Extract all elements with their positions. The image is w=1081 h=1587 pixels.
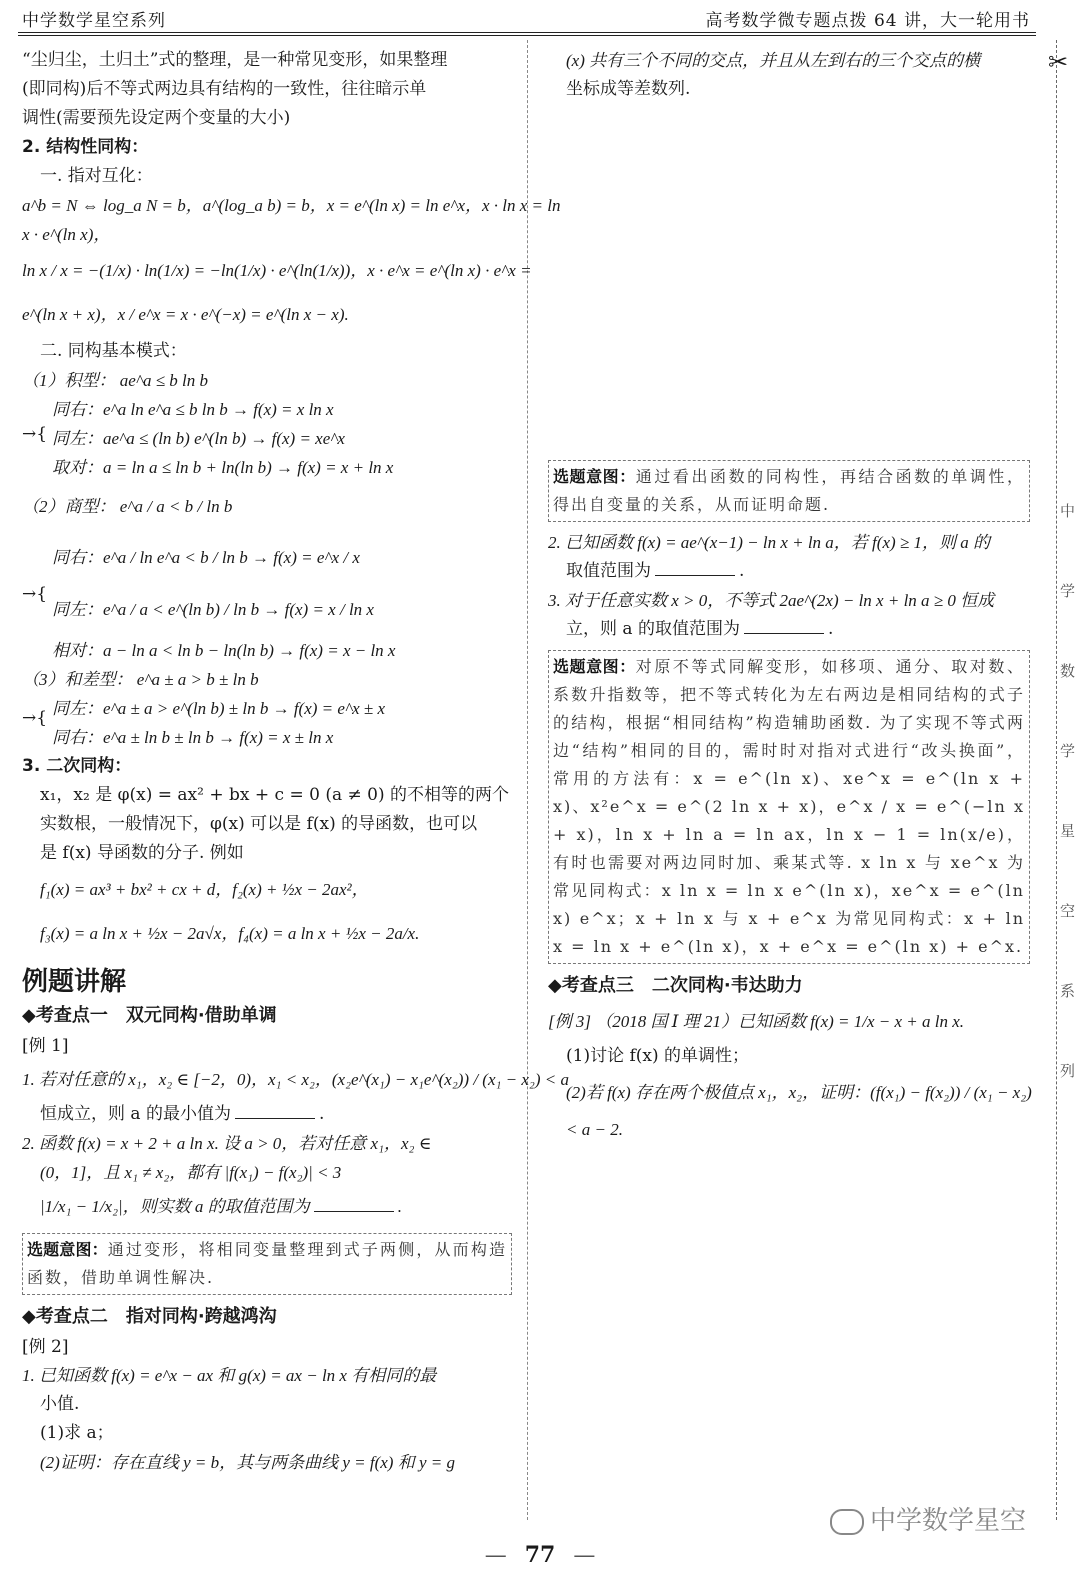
answer-blank[interactable] xyxy=(655,557,735,576)
side-label-char: 系 xyxy=(1060,982,1076,1000)
answer-blank[interactable] xyxy=(314,1193,394,1212)
model-3-item: 同右：e^a ± ln b ± ln b → f(x) = x ± ln x xyxy=(52,728,334,747)
header-series-title: 中学数学星空系列 xyxy=(22,11,166,31)
key-point-3: ◆考查点三 二次同构·韦达助力 xyxy=(548,975,803,996)
question-3-1: (1)讨论 f(x) 的单调性； xyxy=(566,1046,750,1066)
section-2-sub2: 二. 同构基本模式： xyxy=(40,341,187,361)
question-2-2: 2. 已知函数 f(x) = ae^(x−1) − ln x + ln a，若 f(x) ≥ 1，则 a 的 xyxy=(548,533,990,552)
section-2-title: 2. 结构性同构： xyxy=(22,137,149,157)
model-3-group xyxy=(22,694,512,752)
side-label-char: 学 xyxy=(1060,742,1076,760)
page-number: — 77 — xyxy=(484,1542,596,1568)
question-2-1: 1. 已知函数 f(x) = e^x − ax 和 g(x) = ax − ln x 有相同的最 xyxy=(22,1366,437,1385)
question-2-1-cont: (x) 共有三个不同的交点，并且从左到右的三个交点的横 xyxy=(566,51,981,70)
question-2-2b: 取值范围为 . xyxy=(548,557,1030,586)
left-column xyxy=(22,46,569,1477)
header-rule xyxy=(18,32,1036,33)
side-label-char: 星 xyxy=(1060,822,1076,840)
model-2-item: 同左：e^a / a < e^(ln b) / ln b → f(x) = x / ln x xyxy=(52,600,374,619)
question-2-1b: 小值. xyxy=(40,1394,80,1414)
selection-intent-2 xyxy=(548,460,1030,522)
arrow-icon: →{ xyxy=(22,708,48,728)
question-2-2b-text: 取值范围为 xyxy=(566,561,651,581)
intent-tag: 选题意图： xyxy=(553,467,636,486)
intent-text: 对原不等式同解变形，如移项、通分、取对数、系数升指数等，把不等式转化为左右两边是相同结构的式子的结构，根据“相同结构”构造辅助函数. 为了实现不等式两边“结构”相同的目的，需时时对指对式进行“改头换面”，常用的方法有：x = e^(ln x)、xe^x = e^(ln x + x)、x²e^x = e^(2 ln x + x)，e^x / x = e^(−ln x + x)，ln x + ln a = ln ax，ln x − 1 = ln(x/e)，有时也需要对两边同时加、乘某式等. x ln x 与 xe^x 为常见同构式：x ln x = ln x e^(ln x)，xe^x = e^(ln x) e^x；x + ln x 与 x + e^x 为常见同构式：x + ln x = ln x + e^(ln x)，x + e^x = e^(ln x) + e^x. xyxy=(553,657,1025,956)
page-number-value: 77 xyxy=(524,1542,556,1568)
wechat-icon xyxy=(830,1509,864,1535)
right-column xyxy=(548,46,1030,1144)
intent-text: 通过看出函数的同构性，再结合函数的单调性，得出自变量的关系，从而证明命题. xyxy=(553,467,1025,514)
intro-line-2: (即同构)后不等式两边具有结构的一致性，往往暗示单 xyxy=(22,79,427,99)
key-point-1: ◆考查点一 双元同构·借助单调 xyxy=(22,1005,277,1026)
answer-space xyxy=(548,104,1030,454)
example-3-label: [例 3] xyxy=(548,1012,591,1031)
model-1-item: 同左：ae^a ≤ (ln b) e^(ln b) → f(x) = xe^x xyxy=(52,429,345,448)
intent-tag: 选题意图： xyxy=(27,1240,108,1259)
question-1-2: 2. 函数 f(x) = x + 2 + a ln x. 设 a > 0，若对任意 x₁，x₂ ∈ xyxy=(22,1134,432,1153)
example-1-label: [例 1] xyxy=(22,1036,69,1056)
section-3-title: 3. 二次同构： xyxy=(22,756,132,776)
selection-intent-3 xyxy=(548,650,1030,964)
header-rule-thin xyxy=(18,35,1036,36)
question-2-1c: (1)求 a； xyxy=(40,1423,114,1443)
section-3-formula-1: f₁(x) = ax³ + bx² + cx + d，f₂(x) + ½x − 2ax²， xyxy=(40,880,369,899)
answer-blank[interactable] xyxy=(235,1100,315,1119)
question-2-1d: (2)证明：存在直线 y = b，其与两条曲线 y = f(x) 和 y = g xyxy=(40,1453,455,1472)
formula-exp-log-2: ln x / x = −(1/x) · ln(1/x) = −ln(1/x) · e^(ln(1/x))，x · e^x = e^(ln x) · e^x = xyxy=(22,261,532,280)
side-label-char: 学 xyxy=(1060,582,1076,600)
intro-line-3: 调性(需要预先设定两个变量的大小) xyxy=(22,108,291,128)
example-2-label: [例 2] xyxy=(22,1337,69,1357)
model-2-item: 相对：a − ln a < ln b − ln(ln b) → f(x) = x − ln x xyxy=(52,641,396,660)
selection-intent-1 xyxy=(22,1233,512,1295)
question-2-3: 3. 对于任意实数 x > 0，不等式 2ae^(2x) − ln x + ln a ≥ 0 恒成 xyxy=(548,591,995,610)
watermark xyxy=(830,1500,1026,1537)
question-1-2c: |1/x₁ − 1/x₂|，则实数 a 的取值范围为 . xyxy=(22,1187,512,1227)
formula-exp-log-1: a^b = N ⇔ log_a N = b，a^(log_a b) = b，x = e^(ln x) = ln e^x，x · ln x = ln xyxy=(22,196,561,215)
example-3-question: （2018 国 Ⅰ 理 21）已知函数 f(x) = 1/x − x + a ln x. xyxy=(595,1012,965,1031)
model-1-item: 同右：e^a ln e^a ≤ b ln b → f(x) = x ln x xyxy=(52,400,334,419)
side-label-char: 列 xyxy=(1060,1062,1076,1080)
question-3-2b: < a − 2. xyxy=(566,1120,623,1139)
model-1-title: （1）积型： ae^a ≤ b ln b xyxy=(22,371,209,390)
side-label-char: 空 xyxy=(1060,902,1076,920)
question-3-2: (2)若 f(x) 存在两个极值点 x₁，x₂，证明：(f(x₁) − f(x₂)) / (x₁ − x₂) xyxy=(566,1083,1032,1102)
section-3-text: x₁，x₂ 是 φ(x) = ax² + bx + c = 0 (a ≠ 0) 的不相等的两个 xyxy=(40,785,509,805)
intent-tag: 选题意图： xyxy=(553,657,636,676)
model-3-title: （3）和差型： e^a ± a > b ± ln b xyxy=(22,670,259,689)
scissors-icon: ✂ xyxy=(1048,48,1069,76)
arrow-icon: →{ xyxy=(22,424,48,444)
question-2-3b-text: 立，则 a 的取值范围为 xyxy=(566,619,740,639)
question-1-2c-text: |1/x₁ − 1/x₂|，则实数 a 的取值范围为 xyxy=(40,1197,310,1216)
side-label-char: 中 xyxy=(1060,502,1076,520)
question-1-1b-text: 恒成立，则 a 的最小值为 xyxy=(40,1104,231,1124)
model-1-group xyxy=(22,395,512,482)
arrow-icon: →{ xyxy=(22,584,48,604)
formula-exp-log-1b: x · e^(ln x)， xyxy=(22,225,111,244)
model-3-item: 同左：e^a ± a > e^(ln b) ± ln b → f(x) = e^x ± x xyxy=(52,699,386,718)
model-2-item: 同右：e^a / ln e^a < b / ln b → f(x) = e^x / x xyxy=(52,548,360,567)
examples-heading: 例题讲解 xyxy=(22,967,127,997)
model-1-item: 取对：a = ln a ≤ ln b + ln(ln b) → f(x) = x + ln x xyxy=(52,458,394,477)
question-1-2b: (0，1]，且 x₁ ≠ x₂，都有 |f(x₁) − f(x₂)| < 3 xyxy=(40,1163,342,1182)
key-point-2: ◆考查点二 指对同构·跨越鸿沟 xyxy=(22,1306,277,1327)
intro-line-1: “尘归尘，土归土”式的整理，是一种常见变形，如果整理 xyxy=(22,50,448,70)
answer-blank[interactable] xyxy=(744,615,824,634)
example-3 xyxy=(548,1002,1030,1042)
model-2-group xyxy=(22,532,512,665)
section-3-text: 实数根，一般情况下，φ(x) 可以是 f(x) 的导函数，也可以 xyxy=(40,814,478,834)
question-1-1b: 恒成立，则 a 的最小值为 . xyxy=(22,1100,512,1129)
question-2-3b: 立，则 a 的取值范围为 . xyxy=(548,615,1030,644)
side-label-char: 数 xyxy=(1060,662,1076,680)
section-3-text: 是 f(x) 导函数的分子. 例如 xyxy=(40,843,244,863)
question-2-1-cont: 坐标成等差数列. xyxy=(566,79,691,99)
intent-text: 通过变形，将相同变量整理到式子两侧，从而构造函数，借助单调性解决. xyxy=(27,1240,507,1287)
header-book-title: 高考数学微专题点拨 64 讲，大一轮用书 xyxy=(705,11,1030,31)
section-3-formula-2: f₃(x) = a ln x + ½x − 2a√x，f₄(x) = a ln x + ½x − 2a/x. xyxy=(40,924,420,943)
question-1-1: 1. 若对任意的 x₁，x₂ ∈ [−2，0)，x₁ < x₂，(x₂e^(x₁) − x₁e^(x₂)) / (x₁ − x₂) < a xyxy=(22,1070,569,1089)
section-2-sub1: 一. 指对互化： xyxy=(40,166,153,186)
formula-exp-log-2b: e^(ln x + x)，x / e^x = x · e^(−x) = e^(ln x − x). xyxy=(22,305,349,324)
cut-line-strip xyxy=(1056,40,1081,1520)
watermark-text: 中学数学星空 xyxy=(870,1506,1027,1536)
model-2-title: （2）商型： e^a / a < b / ln b xyxy=(22,497,233,516)
